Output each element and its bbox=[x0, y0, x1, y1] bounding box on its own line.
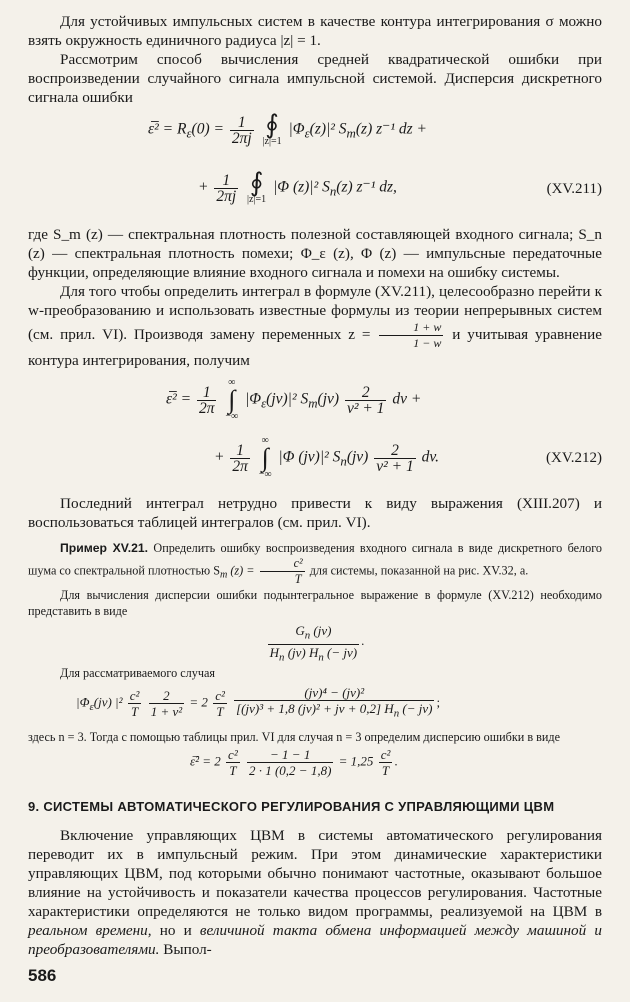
formula-text: |Φ (z)|² S bbox=[273, 178, 330, 196]
formula-sub: n bbox=[304, 629, 311, 642]
formula-text: [(jv)³ + 1,8 (jv)² + jv + 0,2] H bbox=[236, 701, 394, 716]
paragraph-contour: Для устойчивых импульсных систем в качестве контура интегрирования σ можно взять окружность единичного радиуса |z| = 1. bbox=[28, 13, 602, 49]
formula-sub: m bbox=[308, 395, 318, 411]
text-run: и учитывая уравнение контура интегрирования, получим bbox=[28, 325, 602, 369]
frac-num: 1 bbox=[214, 173, 238, 189]
formula-text: H bbox=[269, 644, 280, 660]
frac-num: 1 bbox=[230, 115, 254, 131]
text-run: для системы, показанной на рис. XV.32, а. bbox=[309, 563, 529, 578]
example-paragraph-result-intro: здесь n = 3. Тогда с помощью таблицы прил. VI для случая n = 3 определим дисперсию ошибки в виде bbox=[28, 730, 561, 744]
frac-den: 2πj bbox=[216, 187, 237, 205]
paragraph-table-reference: Последний интеграл нетрудно привести к виду выражения (XIII.207) и воспользоваться таблицей интегралов (см. прил. VI). bbox=[28, 495, 602, 531]
paragraph-control-computers bbox=[28, 826, 602, 959]
text-run-italic: реальном времени, bbox=[28, 922, 152, 939]
equation-number: (XV.212) bbox=[546, 450, 602, 466]
formula-sub: n bbox=[329, 183, 337, 199]
text-run: (z) = bbox=[230, 563, 255, 578]
formula-text: dv + bbox=[392, 390, 422, 408]
contour-integral bbox=[247, 168, 267, 205]
formula-result bbox=[28, 745, 602, 785]
text-run-italic: величиной такта обмена информацией между машиной и преобразователями. bbox=[28, 922, 602, 958]
integral-limit: |z|=1 bbox=[262, 136, 282, 147]
text-run: Выпол- bbox=[163, 941, 212, 958]
frac-den: T bbox=[229, 763, 237, 778]
paragraph-w-transform bbox=[28, 282, 602, 370]
fraction bbox=[149, 688, 184, 719]
frac-num: 1 + w bbox=[379, 320, 443, 336]
page-number: 586 bbox=[28, 966, 57, 985]
frac-num: 1 bbox=[230, 443, 250, 459]
section-heading: 9. СИСТЕМЫ АВТОМАТИЧЕСКОГО РЕГУЛИРОВАНИЯ С УПРАВЛЯЮЩИМИ ЦВМ bbox=[28, 799, 555, 814]
formula-text: ε̅² = bbox=[166, 390, 192, 408]
integral-sign: ∮ bbox=[249, 168, 264, 197]
formula-xv212-line2 bbox=[214, 436, 439, 480]
formula-text: (z) z⁻¹ dz + bbox=[355, 120, 427, 138]
formula-text: |Φ bbox=[76, 694, 90, 710]
formula-text: |Φ bbox=[288, 120, 305, 138]
formula-line bbox=[190, 747, 398, 778]
formula-text: (z) z⁻¹ dz, bbox=[336, 178, 397, 196]
frac-den bbox=[268, 645, 359, 666]
frac-den: 2πj bbox=[231, 129, 252, 147]
example-label: Пример XV.21. bbox=[60, 541, 149, 555]
formula-text: (z)|² S bbox=[309, 120, 347, 138]
formula-xv211-line2 bbox=[198, 168, 397, 205]
frac-den: v² + 1 bbox=[376, 457, 414, 475]
formula-sub: ε bbox=[186, 125, 192, 141]
frac-den: T bbox=[381, 763, 390, 778]
fraction bbox=[379, 747, 393, 778]
frac-den: 1 + v² bbox=[150, 703, 183, 719]
formula-xv212 bbox=[28, 370, 602, 492]
frac-num: (jv)⁴ − (jv)² bbox=[234, 685, 434, 701]
fraction bbox=[214, 173, 238, 204]
formula-text: G bbox=[295, 623, 305, 638]
formula-text: (jv) bbox=[313, 623, 332, 638]
example-paragraph-integrand: Для вычисления дисперсии ошибки подынтегральное выражение в формуле (XV.212) необходимо представить в виде bbox=[28, 588, 602, 618]
frac-den: 2π bbox=[232, 457, 248, 475]
frac-num bbox=[268, 623, 359, 645]
integral-upper: ∞ bbox=[228, 377, 236, 388]
formula-sub: ε bbox=[89, 700, 94, 713]
frac-num: c² bbox=[215, 687, 225, 703]
contour-integral bbox=[262, 110, 282, 147]
definite-integral bbox=[225, 378, 238, 422]
formula-text: (− jv) bbox=[402, 701, 433, 716]
text-run: Определить ошибку воспроизведения входного сигнала в виде дискретного белого шума со спектральной плотностью S bbox=[28, 541, 602, 578]
formula-sub: ε bbox=[261, 395, 267, 411]
paragraph-definitions: где S_m (z) — спектральная плотность полезной составляющей входного сигнала; S_n (z) — спектральная плотность помехи; Φ_ε (z), Φ (z) — импульсные передаточные функции, определяющие влияние входного сигнала и помехи на ошибку системы. bbox=[28, 226, 602, 281]
frac-num: 1 bbox=[197, 385, 217, 401]
frac-den: 2 · 1 (0,2 − 1,8) bbox=[248, 763, 332, 778]
formula-text: = 1,25 bbox=[338, 753, 374, 769]
formula-sub: n bbox=[340, 453, 347, 469]
formula-text: . bbox=[394, 753, 398, 769]
frac-den: T bbox=[216, 703, 224, 719]
frac-num: 2 bbox=[345, 385, 387, 401]
formula-text: + bbox=[198, 178, 209, 196]
fraction bbox=[213, 688, 227, 719]
frac-den bbox=[234, 701, 434, 722]
frac-num: 2 bbox=[374, 443, 416, 459]
example-block bbox=[28, 540, 602, 785]
fraction-w bbox=[379, 320, 443, 351]
frac-num: c² bbox=[380, 747, 391, 762]
formula-xv211 bbox=[28, 107, 602, 225]
example-paragraph-case: Для рассматриваемого случая bbox=[60, 666, 215, 680]
formula-sub: m bbox=[346, 125, 356, 141]
example-statement bbox=[28, 540, 602, 587]
integral-limit: |z|=1 bbox=[247, 194, 267, 205]
formula-text: dv. bbox=[421, 448, 439, 466]
formula-sub: n bbox=[279, 651, 285, 664]
definite-integral bbox=[259, 436, 272, 480]
formula-text: ε̅² = 2 bbox=[190, 753, 221, 769]
frac-den: T bbox=[294, 572, 302, 586]
formula-text: (jv) bbox=[346, 448, 369, 466]
formula-xv212-line1 bbox=[166, 378, 421, 422]
paragraph-mse-intro: Рассмотрим способ вычисления средней квадратической ошибки при воспроизведении случайного сигнала импульсной системой. Дисперсия дискретного сигнала ошибки bbox=[28, 51, 602, 106]
text-run: Включение управляющих ЦВМ в системы автоматического регулирования переводит их в импульсный режим. При этом динамические характеристики управляющих ЦВМ, под которыми обычно понимают частотные, оказывают большое влияние на устойчивость и показатели качества процессов регулирования. Частотные характеристики определяются не только видом программы, реализуемой на ЦВМ в bbox=[28, 827, 602, 920]
fraction bbox=[230, 115, 254, 146]
formula-text: |Φ (jv)|² S bbox=[278, 448, 341, 466]
fraction bbox=[345, 385, 387, 416]
frac-num: 2 bbox=[149, 688, 184, 704]
frac-num: c² bbox=[228, 747, 238, 762]
formula-sub: n bbox=[393, 707, 400, 720]
integral-lower: −∞ bbox=[225, 411, 239, 422]
formula-text: ; bbox=[436, 694, 441, 710]
integral-sign: ∮ bbox=[265, 110, 279, 139]
text-run: но и bbox=[159, 922, 192, 939]
frac-den: v² + 1 bbox=[346, 399, 385, 417]
frac-num: − 1 − 1 bbox=[247, 747, 333, 763]
integral-lower: −∞ bbox=[258, 469, 272, 480]
formula-text: ε̅² = R bbox=[148, 120, 187, 138]
formula-line bbox=[76, 685, 440, 722]
formula-xv211-line1 bbox=[148, 110, 427, 147]
formula-text: (jv) |² bbox=[93, 694, 123, 710]
integral-upper: ∞ bbox=[261, 435, 269, 446]
fraction bbox=[226, 747, 240, 778]
frac-num: c² bbox=[260, 556, 305, 572]
equation-number: (XV.211) bbox=[546, 181, 602, 197]
formula-text: (− jv) bbox=[327, 644, 358, 660]
formula-text: + bbox=[214, 448, 225, 466]
formula-text: (jv) bbox=[317, 390, 340, 408]
frac-den: 2π bbox=[198, 399, 215, 417]
integral-sign: ∫ bbox=[228, 385, 236, 414]
formula-text: (jv)|² S bbox=[266, 390, 309, 408]
formula-sub: m bbox=[219, 569, 228, 581]
formula-text: |Φ bbox=[245, 390, 262, 408]
formula-phi-expansion bbox=[28, 681, 602, 725]
formula-text: (jv) H bbox=[287, 644, 319, 660]
fraction bbox=[234, 685, 434, 722]
book-page bbox=[28, 12, 602, 959]
fraction bbox=[230, 443, 250, 474]
formula-sub: ε bbox=[304, 125, 310, 141]
formula-g-over-h bbox=[28, 619, 602, 664]
fraction bbox=[260, 556, 305, 587]
frac-den: 1 − w bbox=[413, 336, 442, 350]
formula-sub: n bbox=[318, 651, 324, 664]
fraction bbox=[128, 688, 142, 719]
formula-text: (0) = bbox=[191, 120, 224, 138]
frac-num: c² bbox=[129, 687, 140, 703]
formula-text: . bbox=[361, 633, 365, 649]
fraction bbox=[374, 443, 416, 474]
fraction bbox=[268, 623, 359, 665]
text-run: Для того чтобы определить интеграл в формуле (XV.211), целесообразно перейти к w-преобразованию и использовать известные формулы из теории непрерывных систем (см. прил. VI). Производя замену переменных z = bbox=[28, 283, 602, 343]
frac-den: T bbox=[131, 703, 139, 719]
integral-sign: ∫ bbox=[261, 443, 269, 472]
fraction bbox=[197, 385, 217, 416]
fraction bbox=[247, 747, 333, 778]
formula-text: = 2 bbox=[189, 694, 208, 710]
